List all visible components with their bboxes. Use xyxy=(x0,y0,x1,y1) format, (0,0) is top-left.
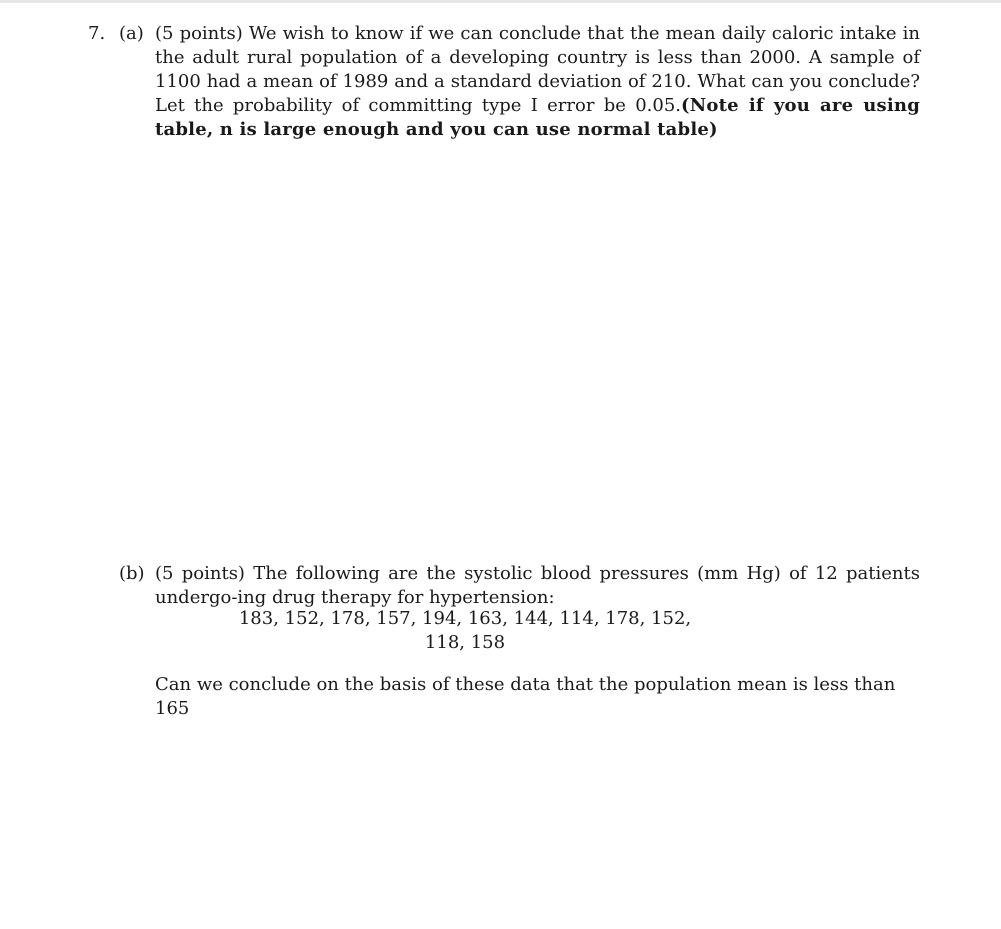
part-a-note: (Note if you are using table, n is large enough and you can use normal table) xyxy=(155,95,921,140)
part-a-body: (5 points) We wish to know if we can conclude that the mean daily caloric intake in the adult rural population of a developing country is less than 2000. A sample of 1100 had a mean of 1989 and a standard deviation of 210. What can you conclude? Let the probability of committing type I error be 0.05. xyxy=(155,23,920,116)
part-b xyxy=(119,562,920,610)
top-border xyxy=(0,0,1001,3)
part-a-text xyxy=(155,22,920,142)
part-b-question: Can we conclude on the basis of these data that the population mean is less than 165 xyxy=(155,674,896,719)
part-b-label: (b) xyxy=(119,563,145,584)
part-a xyxy=(119,22,920,142)
part-b-text: (5 points) The following are the systolic blood pressures (mm Hg) of 12 patients undergo-ing drug therapy for hypertension: xyxy=(155,563,920,608)
part-a-label: (a) xyxy=(119,23,144,44)
blood-pressure-data: 183, 152, 178, 157, 194, 163, 144, 114, 178, 152, 118, 158 xyxy=(238,608,692,653)
question-number: 7. xyxy=(88,23,106,44)
